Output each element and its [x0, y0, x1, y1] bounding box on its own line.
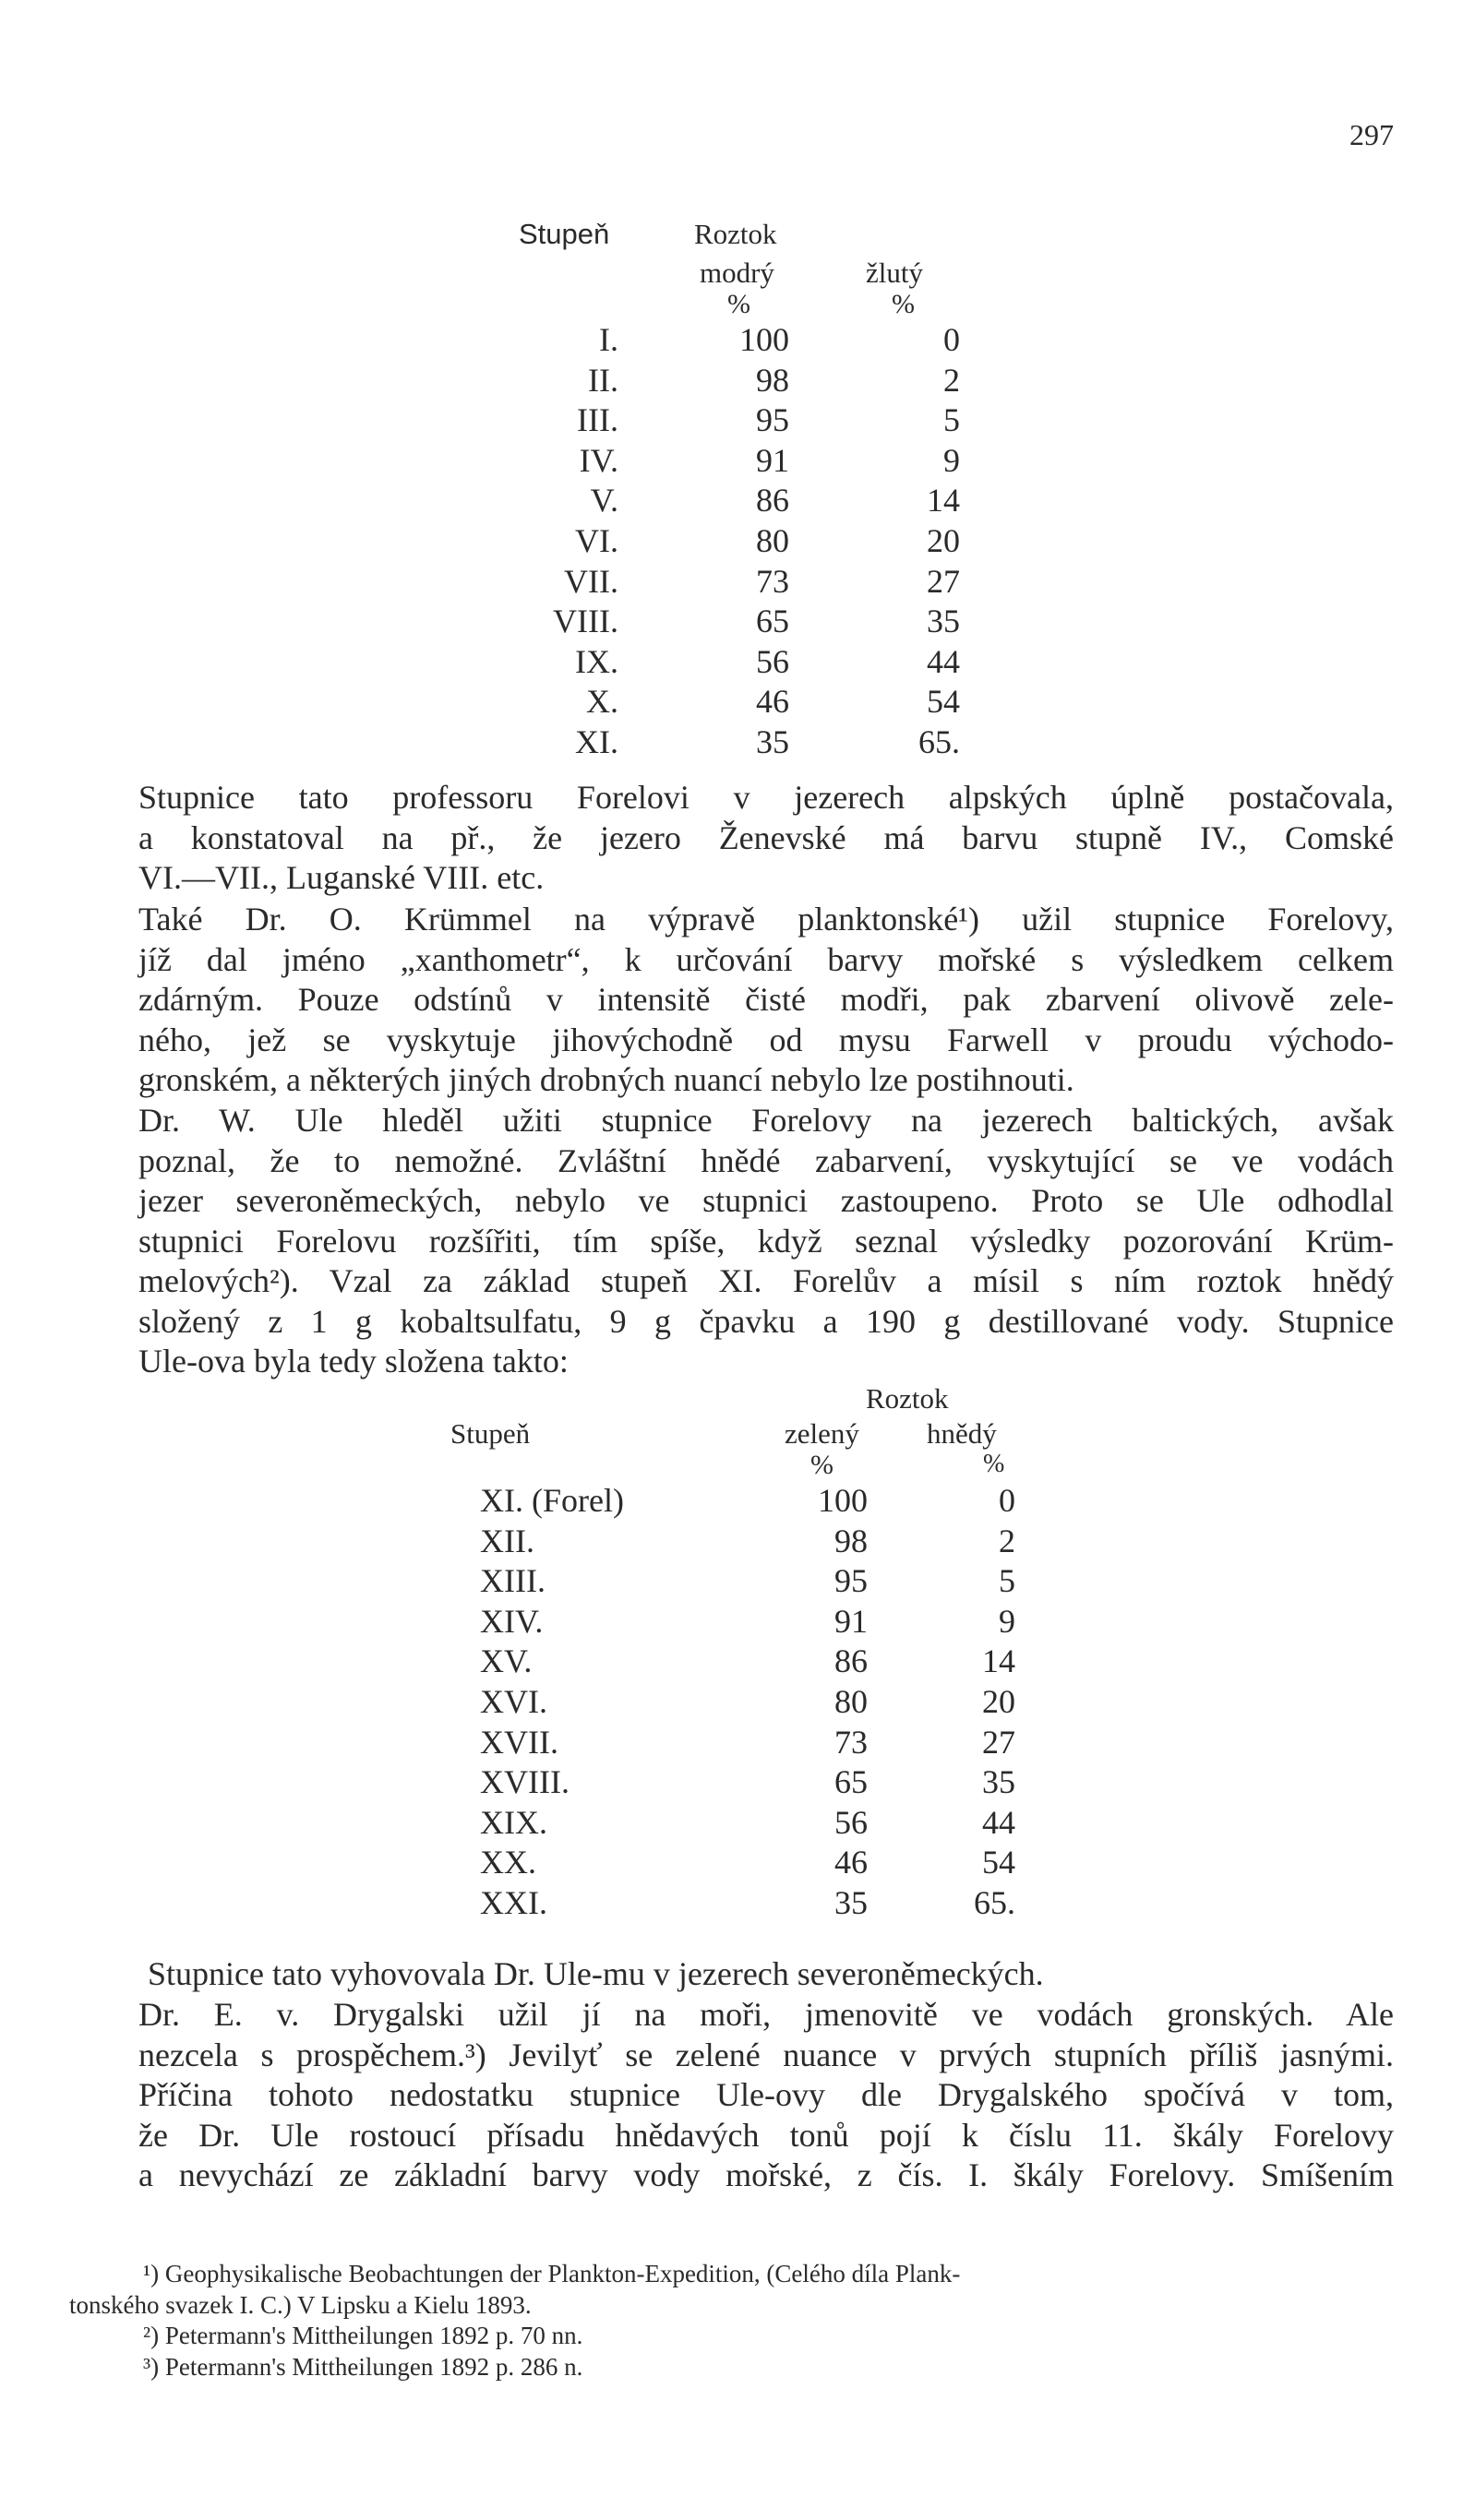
- footnote-3: ³) Petermann's Mittheilungen 1892 p. 286 n.: [143, 2352, 583, 2381]
- zeleny-cell: 95: [834, 1562, 868, 1600]
- text-line: a nevychází ze základní barvy vody mořské, z čís. I. škály Forelovy. Smíšením: [138, 2156, 1394, 2193]
- stupen-cell: XI.: [575, 723, 618, 760]
- modry-cell: 65: [756, 603, 789, 640]
- text-line: gronském, a některých jiných drobných nuancí nebylo lze postihnouti.: [138, 1061, 1074, 1098]
- stupen-cell: VIII.: [553, 603, 618, 640]
- zluty-cell: 2: [943, 361, 960, 399]
- stupen-cell: XV.: [480, 1642, 533, 1680]
- text-line: poznal, že to nemožné. Zvláštní hnědé zabarvení, vyskytující se ve vodách: [138, 1141, 1394, 1179]
- table-row: [443, 1564, 1052, 1605]
- hnedy-cell: 2: [999, 1522, 1015, 1559]
- stupen-cell: XXI.: [480, 1883, 547, 1921]
- text-line: Příčina tohoto nedostatku stupnice Ule-ovy dle Drygalského spočívá v tom,: [138, 2076, 1394, 2113]
- hnedy-cell: 9: [999, 1602, 1015, 1640]
- text-line: VI.—VII., Luganské VIII. etc.: [138, 859, 545, 896]
- hnedy-cell: 27: [982, 1723, 1015, 1761]
- text-line: jíž dal jméno „xanthometr“, k určování barvy mořské s výsledkem celkem: [138, 940, 1394, 978]
- paragraph-kruemmel: [138, 900, 1394, 1101]
- zeleny-cell: 56: [834, 1803, 868, 1841]
- text-line: zdárným. Pouze odstínů v intensitě čisté modři, pak zbarvení olivově zele-: [138, 981, 1394, 1018]
- stupen-cell: XII.: [480, 1522, 534, 1559]
- stupen-cell: IX.: [575, 642, 618, 680]
- stupen-cell: XVI.: [480, 1682, 547, 1720]
- table2-header-roztok: Roztok: [866, 1382, 949, 1415]
- hnedy-cell: 35: [982, 1763, 1015, 1801]
- stupen-cell: VII.: [564, 562, 618, 600]
- hnedy-cell: 44: [982, 1803, 1015, 1841]
- hnedy-cell: 14: [982, 1642, 1015, 1680]
- zluty-cell: 54: [927, 683, 960, 721]
- zluty-cell: 35: [927, 603, 960, 640]
- stupen-cell: I.: [599, 321, 618, 358]
- stupen-cell: XVIII.: [480, 1763, 570, 1801]
- table-row: [443, 1484, 1052, 1524]
- table-row: [498, 441, 978, 484]
- modry-cell: 35: [756, 723, 789, 760]
- table-row: [498, 725, 978, 766]
- zeleny-cell: 80: [834, 1682, 868, 1720]
- text-line: Dr. W. Ule hleděl užiti stupnice Forelovy na jezerech baltických, avšak: [138, 1102, 1394, 1139]
- modry-cell: 46: [756, 683, 789, 721]
- table2-header-hnedy: hnědý: [927, 1417, 997, 1450]
- footnote-1: ¹) Geophysikalische Beobachtungen der Plankton-Expedition, (Celého díla Plank-: [143, 2260, 961, 2287]
- paragraph-ule-result: [148, 1954, 1403, 1995]
- text-line: Stupnice tato vyhovovala Dr. Ule-mu v jezerech severoněmeckých.: [148, 1955, 1044, 1992]
- zluty-cell: 14: [927, 482, 960, 520]
- table1-percent-modry: %: [727, 289, 750, 319]
- zluty-cell: 9: [943, 441, 960, 479]
- footnote-2: ²) Petermann's Mittheilungen 1892 p. 70 nn.: [143, 2322, 583, 2349]
- table1-header-modry: modrý: [700, 257, 774, 289]
- stupen-cell: XVII.: [480, 1723, 558, 1761]
- table2-percent-hnedy: %: [983, 1450, 1005, 1478]
- table2-header-stupen: Stupeň: [450, 1417, 531, 1450]
- hnedy-cell: 54: [982, 1844, 1015, 1881]
- table-row: [498, 604, 978, 645]
- zluty-cell: 5: [943, 401, 960, 439]
- text-line: že Dr. Ule rostoucí přísadu hnědavých tonů pojí k číslu 11. škály Forelovy: [138, 2116, 1394, 2154]
- table-row: [498, 323, 978, 364]
- paragraph-ule: [138, 1101, 1394, 1382]
- table-row: [498, 403, 978, 444]
- table2-header-zeleny: zelený: [785, 1417, 859, 1450]
- table-row: [443, 1723, 1052, 1766]
- zeleny-cell: 91: [834, 1602, 868, 1640]
- zluty-cell: 0: [943, 321, 960, 358]
- page-number: 297: [1349, 118, 1394, 151]
- modry-cell: 73: [756, 562, 789, 600]
- table1-header-stupen: Stupeň: [519, 218, 610, 250]
- text-line: jezer severoněmeckých, nebylo ve stupnici zastoupeno. Proto se Ule odhodlal: [138, 1182, 1394, 1219]
- table1-percent-zluty: %: [892, 289, 915, 319]
- table2-rows: [443, 1484, 1052, 1927]
- text-line: Dr. E. v. Drygalski užil jí na moři, jmenovitě ve vodách gronských. Ale: [138, 1996, 1394, 2033]
- table-row: [443, 1682, 1052, 1726]
- text-line: Také Dr. O. Krümmel na výpravě planktonské¹) užil stupnice Forelovy,: [138, 901, 1394, 938]
- stupen-cell: VI.: [575, 521, 618, 559]
- table-row: [443, 1644, 1052, 1685]
- hnedy-cell: 65.: [974, 1883, 1015, 1921]
- zluty-cell: 27: [927, 562, 960, 600]
- table-row: [498, 484, 978, 524]
- footnote-1-continued: tonského svazek I. C.) V Lipsku a Kielu 1893.: [69, 2290, 532, 2319]
- table-row: [443, 1803, 1052, 1846]
- hnedy-cell: 0: [999, 1482, 1015, 1519]
- zeleny-cell: 65: [834, 1763, 868, 1801]
- text-line: Ule-ova byla tedy složena takto:: [138, 1343, 569, 1379]
- stupen-cell: XIX.: [480, 1803, 547, 1841]
- table-row: [498, 361, 978, 404]
- zeleny-cell: 46: [834, 1844, 868, 1881]
- zeleny-cell: 100: [818, 1482, 868, 1519]
- text-line: Stupnice tato professoru Forelovi v jezerech alpských úplně postačovala,: [138, 779, 1394, 816]
- table-row: [498, 521, 978, 565]
- modry-cell: 95: [756, 401, 789, 439]
- stupen-cell: III.: [577, 401, 618, 439]
- table-row: [498, 685, 978, 725]
- stupen-cell: X.: [586, 683, 618, 721]
- text-line: složený z 1 g kobaltsulfatu, 9 g čpavku a 190 g destillované vody. Stupnice: [138, 1302, 1394, 1340]
- stupen-cell: XI. (Forel): [480, 1482, 624, 1519]
- zluty-cell: 44: [927, 642, 960, 680]
- zluty-cell: 20: [927, 521, 960, 559]
- stupen-cell: XIII.: [480, 1562, 546, 1600]
- stupen-cell: XIV.: [480, 1602, 544, 1640]
- stupen-cell: IV.: [579, 441, 618, 479]
- table1-header-zluty: žlutý: [866, 257, 923, 289]
- modry-cell: 56: [756, 642, 789, 680]
- table-row: [443, 1845, 1052, 1886]
- text-line: melových²). Vzal za základ stupeň XI. Forelův a mísil s ním roztok hnědý: [138, 1262, 1394, 1299]
- zeleny-cell: 73: [834, 1723, 868, 1761]
- table2-percent-zeleny: %: [810, 1450, 833, 1480]
- text-line: a konstatoval na př., že jezero Ženevské má barvu stupně IV., Comské: [138, 818, 1394, 856]
- stupen-cell: II.: [588, 361, 618, 399]
- modry-cell: 98: [756, 361, 789, 399]
- zeleny-cell: 98: [834, 1522, 868, 1559]
- table-row: [443, 1602, 1052, 1645]
- hnedy-cell: 20: [982, 1682, 1015, 1720]
- table1-header-roztok: Roztok: [694, 218, 777, 250]
- stupen-cell: V.: [590, 482, 618, 520]
- modry-cell: 91: [756, 441, 789, 479]
- table-row: [498, 642, 978, 686]
- text-line: nezcela s prospěchem.³) Jevilyť se zelené nuance v prvých stupních příliš jasnými.: [138, 2036, 1394, 2073]
- modry-cell: 80: [756, 521, 789, 559]
- text-line: stupnici Forelovu rozšířiti, tím spíše, když seznal výsledky pozorování Krüm-: [138, 1222, 1394, 1260]
- table-row: [498, 562, 978, 605]
- table-row: [443, 1524, 1052, 1565]
- hnedy-cell: 5: [999, 1562, 1015, 1600]
- zeleny-cell: 35: [834, 1883, 868, 1921]
- stupen-cell: XX.: [480, 1844, 536, 1881]
- text-line: ného, jež se vyskytuje jihovýchodně od mysu Farwell v proudu východo-: [138, 1021, 1394, 1058]
- paragraph-drygalski: [138, 1995, 1394, 2196]
- zluty-cell: 65.: [918, 723, 960, 760]
- table-row: [443, 1765, 1052, 1806]
- modry-cell: 86: [756, 482, 789, 520]
- table-row: [443, 1883, 1052, 1927]
- footnotes: [69, 2259, 1398, 2383]
- table1-rows: [498, 323, 978, 766]
- zeleny-cell: 86: [834, 1642, 868, 1680]
- modry-cell: 100: [739, 321, 789, 358]
- paragraph-forel-lakes: [138, 778, 1394, 899]
